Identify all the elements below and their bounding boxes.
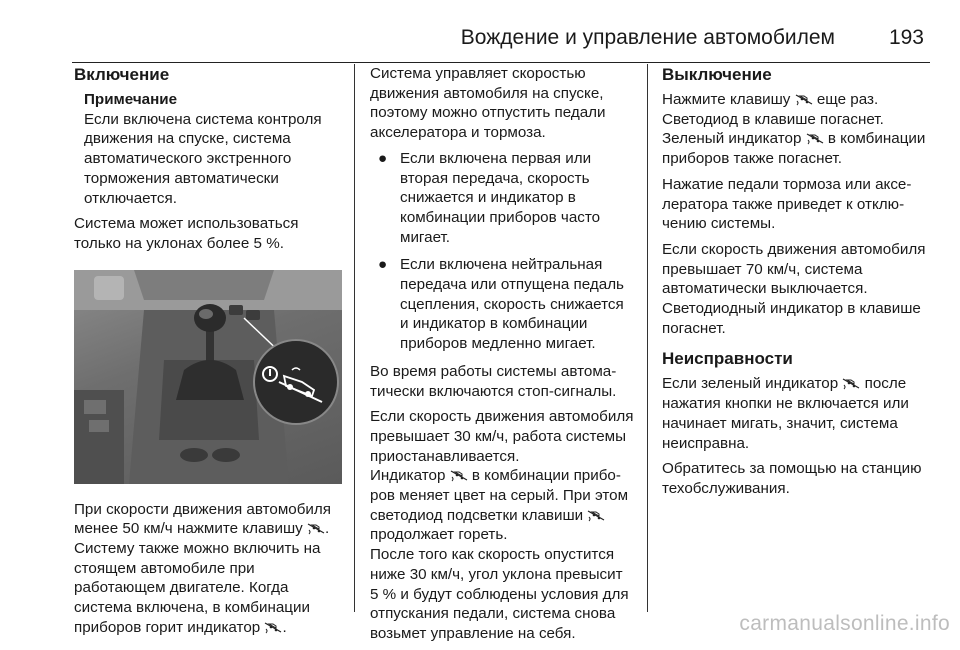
section-heading-activation: Включение: [74, 65, 170, 84]
paragraph: Система может использоваться только на уклонах более 5 %.: [74, 215, 299, 252]
bullet-icon: ●: [378, 149, 388, 167]
page-header: [72, 22, 930, 63]
paragraph: Во время работы системы автоматически включаются стоп-сигналы.: [370, 362, 617, 400]
console-illustration: [74, 270, 342, 484]
paragraph: Если скорость движения автомобиля превышает 30 км/ч, работа системы приостанавливается.: [370, 408, 634, 465]
list-item: ● Если включена нейтральная передача или отпущена педаль сцепления, скорость снижается и индикатор в комбинации приборов медленно мигает.: [378, 256, 624, 353]
hill-descent-icon: [307, 521, 325, 535]
paragraph: После того как скорость опустится ниже 30 км/ч, угол уклона превысит 5 % и будут соблюдены условия для отпускания педали, система снова возьмет управление на себя.: [370, 546, 629, 642]
watermark: carmanualsonline.info: [739, 612, 950, 635]
column-divider: [647, 64, 648, 612]
paragraph: Если скорость движения автомобиля превышает 70 км/ч, система автоматически выключается. Светодиодный индикатор в клавише погаснет.: [662, 240, 926, 337]
bullet-list: [370, 149, 634, 354]
hill-descent-icon: [795, 92, 813, 106]
paragraph: Обратитесь за помощью на станцию техобслуживания.: [662, 460, 922, 497]
section-heading-faults: Неисправности: [662, 349, 793, 369]
console-photo: [74, 270, 342, 484]
note-block: [74, 90, 342, 208]
hill-descent-icon: [587, 508, 605, 522]
page-number: 193: [888, 26, 924, 49]
hill-descent-icon: [806, 131, 824, 145]
hill-descent-icon: [264, 620, 282, 634]
page-title: Вождение и управление автомобилем: [460, 26, 835, 49]
note-text: Если включена система контроля движения на спуске, система автоматического экстренного торможения автоматически отключается.: [84, 110, 322, 207]
hill-descent-icon: [842, 376, 860, 390]
bullet-icon: ●: [378, 256, 388, 274]
paragraph: При скорости движения автомобиля менее 50 км/ч нажмите клавишу . Систему также можно включить на стоящем автомобиле при работающем двигателе. Когда система включена, в комбинации приборов горит индикатор .: [74, 500, 331, 636]
paragraph: Если зеленый индикатор после нажатия кнопки не включается или начинает мигать, значит, система неисправна.: [662, 375, 909, 452]
paragraph: Система управляет скоростью движения автомобиля на спуске, поэтому можно отпустить педали акселератора и тормоза.: [370, 65, 606, 142]
paragraph: Нажатие педали тормоза или акселератора также приведет к отключению системы.: [662, 175, 912, 233]
list-item: ● Если включена первая или вторая передача, скорость снижается и индикатор в комбинации приборов часто мигает.: [378, 149, 601, 246]
paragraph: Индикатор в комбинации приборов меняет цвет на серый. При этом светодиод подсветки клавиши продолжает гореть.: [370, 467, 629, 544]
paragraph: Светодиод в клавише погаснет. Зеленый индикатор в комбинации приборов также погаснет.: [662, 110, 926, 168]
hill-descent-icon: [450, 468, 468, 482]
note-title: Примечание: [84, 91, 178, 108]
column-2: [370, 64, 634, 650]
section-heading-deactivation: Выключение: [662, 65, 772, 84]
column-1: [74, 64, 342, 644]
paragraph: Нажмите клавишу еще раз.: [662, 91, 879, 108]
column-divider: [354, 64, 355, 612]
column-3: [662, 64, 934, 505]
